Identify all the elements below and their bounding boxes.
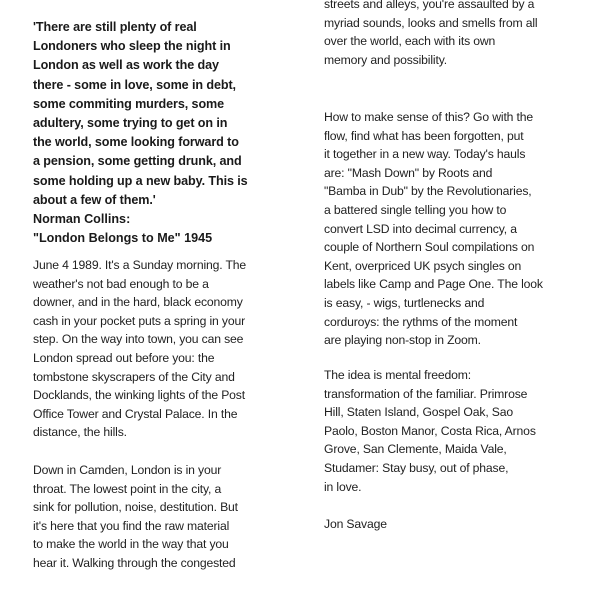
text-line: couple of Northern Soul compilations on [324,240,535,255]
epigraph-quote [33,0,301,210]
paragraph-streets [324,0,537,69]
text-line: How to make sense of this? Go with the [324,110,534,124]
text-line: over the world, each with its own [324,34,496,49]
text-line: throat. The lowest point in the city, a [33,481,222,496]
text-line: myriad sounds, looks and smells from all [324,15,538,30]
text-line: tombstone skyscrapers of the City and [33,369,235,384]
text-line: Kent, overpriced UK psych singles on [324,258,522,273]
text-line: London spread out before you: the [33,350,215,365]
quote-line: 'There are still plenty of real [33,20,197,34]
text-line: June 4 1989. It's a Sunday morning. The [33,258,247,272]
quote-line: a pension, some getting drunk, and [33,154,242,169]
text-line: is easy, - wigs, turtlenecks and [324,295,485,310]
text-line: a battered single telling you how to [324,202,507,217]
text-line: in love. [324,479,362,494]
text-line: streets and alleys, you're assaulted by a [324,0,535,11]
text-line: Hill, Staten Island, Gospel Oak, Sao [324,405,514,420]
quote-line: some commiting murders, some [33,96,225,111]
quote-author: Norman Collins: [33,212,131,227]
paragraph-mental-freedom [324,366,536,496]
text-line: it together in a new way. Today's hauls [324,147,526,162]
quote-line: the world, some looking forward to [33,135,239,150]
text-line: hear it. Walking through the congested [33,555,236,570]
text-line: to make the world in the way that you [33,537,229,552]
text-line: corduroys: the rythms of the moment [324,314,518,329]
text-line: are playing non-stop in Zoom. [324,333,481,348]
quote-line: about a few of them.' [33,192,156,207]
signature-text: Jon Savage [324,517,387,531]
paragraph-camden [33,461,238,573]
quote-line: London as well as work the day [33,58,219,73]
text-line: convert LSD into decimal currency, a [324,221,517,236]
text-line: step. On the way into town, you can see [33,332,244,347]
quote-line: adultery, some trying to get on in [33,116,228,131]
author-signature [324,515,387,534]
text-line: are: "Mash Down" by Roots and [324,165,493,180]
quote-source: "London Belongs to Me" 1945 [33,231,213,246]
text-line: weather's not bad enough to be a [33,276,209,291]
quote-line: Londoners who sleep the night in [33,39,231,54]
text-line: flow, find what has been forgotten, put [324,128,524,143]
text-line: The idea is mental freedom: [324,368,472,382]
text-line: distance, the hills. [33,425,127,440]
text-line: Office Tower and Crystal Palace. In the [33,406,238,421]
quote-attribution [33,210,301,248]
text-line: Grove, San Clemente, Maida Vale, [324,442,507,457]
paragraph-hauls [324,108,543,350]
left-column [33,0,301,570]
text-line: cash in your pocket puts a spring in your [33,313,245,328]
text-line: transformation of the familiar. Primrose [324,386,528,401]
text-line: "Bamba in Dub" by the Revolutionaries, [324,184,532,199]
text-line: Paolo, Boston Manor, Costa Rica, Arnos [324,423,536,438]
text-line: labels like Camp and Page One. The look [324,277,543,292]
text-line: Down in Camden, London is in your [33,463,222,477]
text-line: memory and possibility. [324,52,447,67]
quote-line: there - some in love, some in debt, [33,77,236,92]
text-line: sink for pollution, noise, destitution. But [33,500,238,515]
text-line: downer, and in the hard, black economy [33,295,243,310]
text-line: Studamer: Stay busy, out of phase, [324,460,509,475]
quote-line: some holding up a new baby. This is [33,173,248,188]
paragraph-june-4 [33,256,246,442]
text-line: Docklands, the winking lights of the Post [33,388,245,403]
text-line: it's here that you find the raw material [33,518,230,533]
